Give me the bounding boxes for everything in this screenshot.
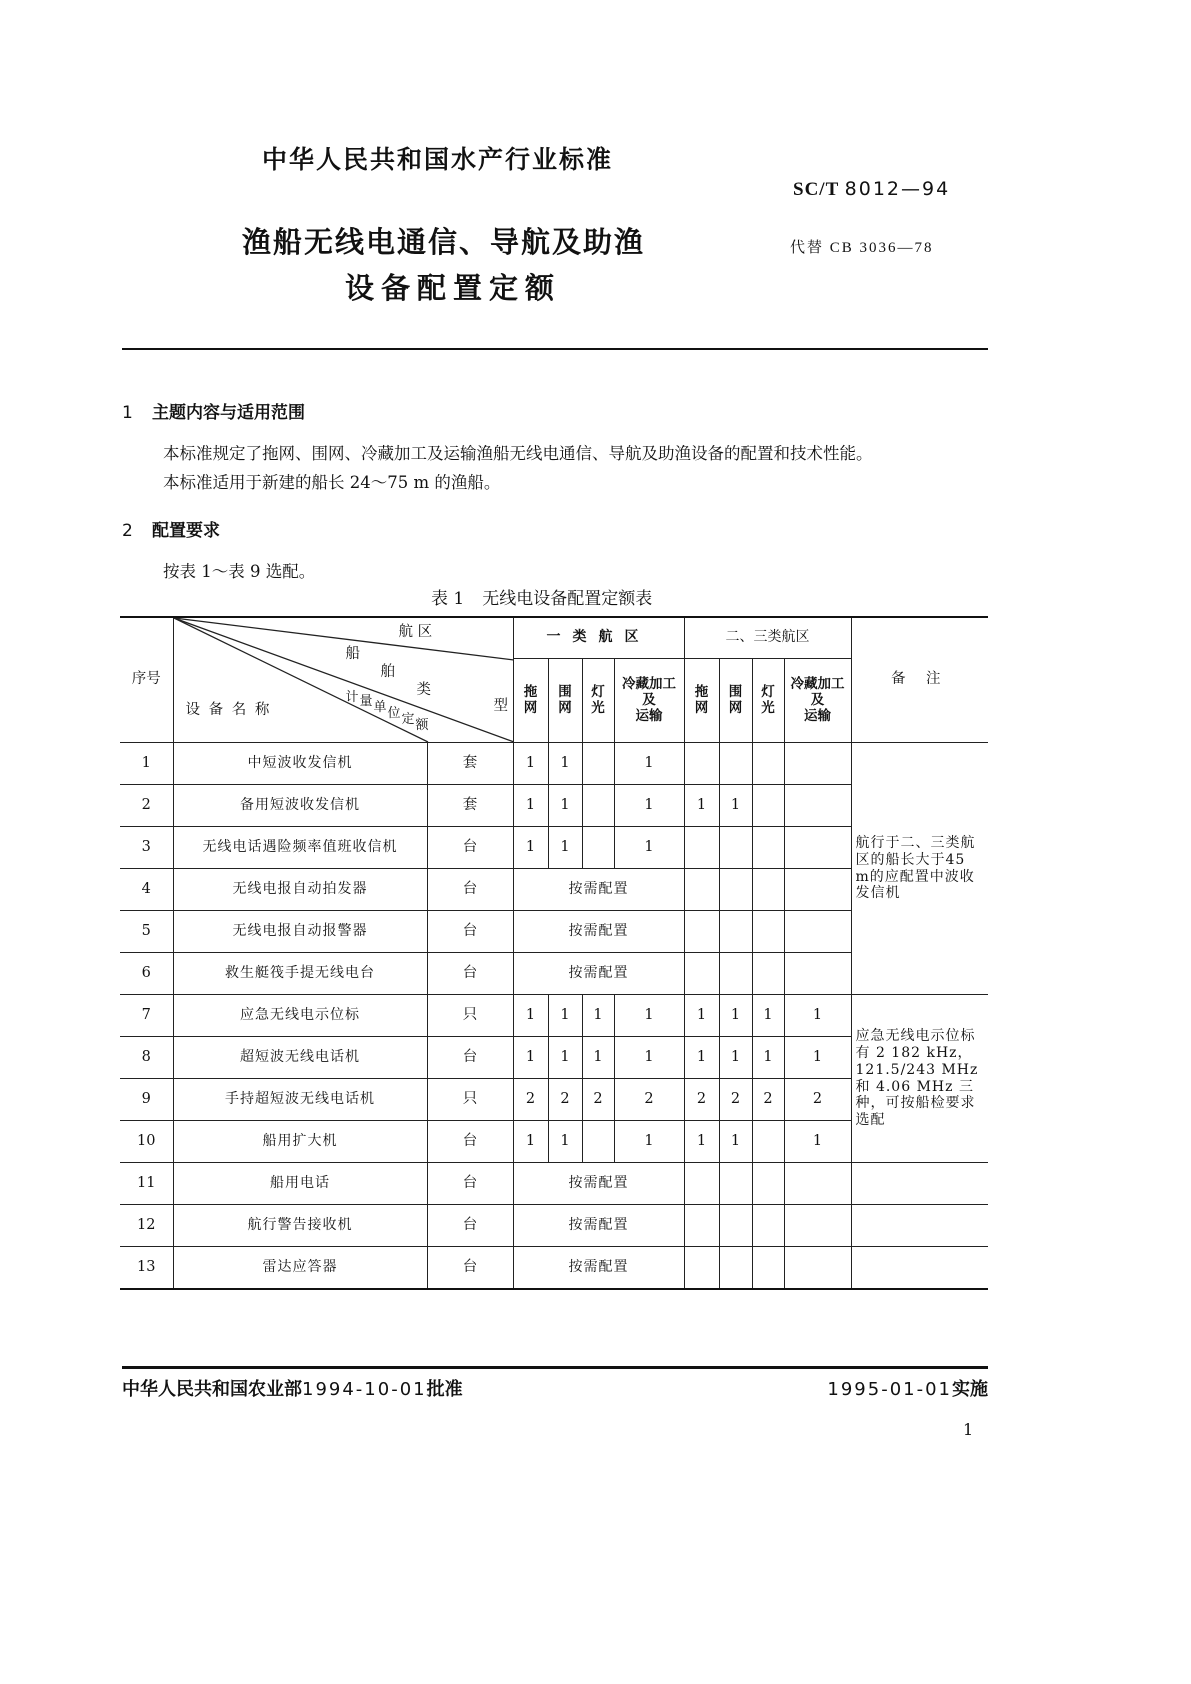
header-divider — [122, 348, 988, 350]
diag-unit-char: 量 — [359, 694, 373, 709]
header-purse-1: 围 网 — [548, 658, 582, 742]
cell-c1-reefer: 2 — [614, 1079, 684, 1121]
table-title: 无线电设备配置定额表 — [482, 589, 653, 609]
cell-c23-reefer: 1 — [784, 1121, 851, 1163]
diag-unit-char: 位 — [387, 706, 401, 721]
row-equipment: 备用短波收发信机 — [173, 785, 427, 827]
row-no: 12 — [120, 1205, 173, 1247]
cell-c23-purse: 2 — [719, 1079, 752, 1121]
row-unit: 台 — [427, 869, 513, 911]
diagonal-lines — [174, 618, 514, 742]
row-unit: 台 — [427, 911, 513, 953]
cell-c23-purse — [719, 1247, 752, 1289]
row-no: 13 — [120, 1247, 173, 1289]
cell-c1-as-needed: 按需配置 — [513, 1247, 684, 1289]
cell-c23-trawl — [684, 827, 719, 869]
header-group-class23: 二、三类航区 — [684, 617, 851, 658]
row-equipment: 救生艇筏手提无线电台 — [173, 953, 427, 995]
table-caption — [431, 584, 652, 609]
row-equipment: 超短波无线电话机 — [173, 1037, 427, 1079]
cell-c23-light — [752, 1163, 784, 1205]
cell-c23-light — [752, 911, 784, 953]
cell-c23-purse — [719, 911, 752, 953]
cell-c1-purse: 1 — [548, 1121, 582, 1163]
effective-statement — [827, 1375, 988, 1401]
page-number: 1 — [963, 1420, 974, 1439]
cell-c1-reefer: 1 — [614, 1037, 684, 1079]
cell-c1-purse: 1 — [548, 827, 582, 869]
cell-c1-trawl: 1 — [513, 743, 548, 785]
issuing-body-title: 中华人民共和国水产行业标准 — [262, 145, 614, 174]
cell-c23-purse — [719, 743, 752, 785]
header-trawl-1: 拖 网 — [513, 658, 548, 742]
cell-c23-reefer — [784, 743, 851, 785]
row-no: 8 — [120, 1037, 173, 1079]
row-equipment: 航行警告接收机 — [173, 1205, 427, 1247]
row-no: 3 — [120, 827, 173, 869]
row-unit: 台 — [427, 1037, 513, 1079]
cell-c1-trawl: 1 — [513, 785, 548, 827]
diag-label-type1: 类 — [416, 682, 431, 698]
replaces-standard: 代替 CB 3036—78 — [790, 240, 934, 256]
cell-c23-trawl — [684, 1163, 719, 1205]
approval-date: 1994-10-01 — [302, 1379, 427, 1400]
row-unit: 套 — [427, 785, 513, 827]
effective-label: 实施 — [952, 1379, 988, 1400]
header-seq: 序号 — [120, 617, 173, 743]
cell-c23-trawl: 1 — [684, 1121, 719, 1163]
cell-c23-purse — [719, 827, 752, 869]
remarks-rows-1-6: 航行于二、三类航区的船长大于45 m的应配置中波收发信机 — [851, 743, 988, 995]
row-equipment: 船用电话 — [173, 1163, 427, 1205]
cell-c23-reefer — [784, 827, 851, 869]
cell-c23-trawl: 1 — [684, 995, 719, 1037]
cell-c23-reefer — [784, 1205, 851, 1247]
header-diagonal-cell — [173, 617, 513, 743]
header-reefer-23: 冷藏加工 及 运输 — [784, 658, 851, 742]
row-equipment: 无线电话遇险频率值班收信机 — [173, 827, 427, 869]
cell-c1-trawl: 1 — [513, 827, 548, 869]
cell-c1-reefer: 1 — [614, 827, 684, 869]
cell-c1-purse: 1 — [548, 743, 582, 785]
cell-c23-trawl — [684, 953, 719, 995]
row-equipment: 船用扩大机 — [173, 1121, 427, 1163]
footer-divider — [122, 1366, 988, 1369]
cell-c23-reefer — [784, 953, 851, 995]
header-light-1: 灯 光 — [582, 658, 614, 742]
row-unit: 台 — [427, 1247, 513, 1289]
remarks-empty — [851, 1205, 988, 1247]
cell-c23-reefer: 2 — [784, 1079, 851, 1121]
diag-unit-char: 单 — [373, 700, 387, 715]
cell-c23-reefer — [784, 1163, 851, 1205]
cell-c23-purse: 1 — [719, 785, 752, 827]
cell-c23-light: 1 — [752, 1037, 784, 1079]
table-row — [120, 1163, 988, 1205]
cell-c23-light: 1 — [752, 995, 784, 1037]
cell-c1-trawl: 1 — [513, 995, 548, 1037]
cell-c23-reefer — [784, 869, 851, 911]
cell-c1-as-needed: 按需配置 — [513, 1163, 684, 1205]
header-equipment-name: 设 备 名 称 — [185, 702, 272, 718]
cell-c1-trawl: 1 — [513, 1037, 548, 1079]
cell-c23-trawl — [684, 911, 719, 953]
cell-c23-reefer: 1 — [784, 1037, 851, 1079]
cell-c23-purse — [719, 869, 752, 911]
row-equipment: 手持超短波无线电话机 — [173, 1079, 427, 1121]
cell-c23-light — [752, 1121, 784, 1163]
cell-c23-reefer — [784, 1247, 851, 1289]
cell-c1-purse: 1 — [548, 1037, 582, 1079]
section-1-paragraph-1: 本标准规定了拖网、围网、冷藏加工及运输渔船无线电通信、导航及助渔设备的配置和技术性能。 — [163, 444, 873, 463]
diag-unit-char: 额 — [415, 718, 429, 733]
header-group-class1: 一类航区 — [513, 617, 684, 658]
remarks-empty — [851, 1247, 988, 1289]
cell-c23-trawl: 2 — [684, 1079, 719, 1121]
cell-c23-purse — [719, 953, 752, 995]
cell-c23-light — [752, 827, 784, 869]
row-no: 5 — [120, 911, 173, 953]
header-light-23: 灯 光 — [752, 658, 784, 742]
diag-unit-char: 计 — [345, 690, 359, 705]
section-2-paragraph-1: 按表 1～表 9 选配。 — [163, 562, 316, 581]
cell-c23-purse — [719, 1163, 752, 1205]
table-row — [120, 1205, 988, 1247]
remarks-rows-7-10: 应急无线电示位标有 2 182 kHz，121.5/243 MHz 和 4.06 MHz 三种，可按船检要求选配 — [851, 995, 988, 1163]
cell-c23-light — [752, 953, 784, 995]
row-unit: 台 — [427, 953, 513, 995]
radio-equipment-table — [120, 616, 988, 1290]
cell-c23-trawl — [684, 1205, 719, 1247]
row-no: 7 — [120, 995, 173, 1037]
cell-c23-trawl — [684, 1247, 719, 1289]
section-number: 2 — [122, 521, 133, 541]
remarks-empty — [851, 1163, 988, 1205]
document-title-line1: 渔船无线电通信、导航及助渔 — [242, 225, 646, 259]
standard-code — [793, 178, 950, 201]
cell-c23-light — [752, 785, 784, 827]
cell-c1-purse: 1 — [548, 785, 582, 827]
table-row — [120, 743, 988, 785]
cell-c1-reefer: 1 — [614, 1121, 684, 1163]
section-1-heading — [122, 398, 305, 423]
row-unit: 只 — [427, 1079, 513, 1121]
section-1-paragraph-2: 本标准适用于新建的船长 24～75 m 的渔船。 — [163, 473, 501, 492]
table-row — [120, 1247, 988, 1289]
row-equipment: 无线电报自动报警器 — [173, 911, 427, 953]
cell-c23-purse: 1 — [719, 1121, 752, 1163]
cell-c1-light: 1 — [582, 995, 614, 1037]
diag-label-area: 航 区 — [398, 624, 433, 640]
cell-c1-as-needed: 按需配置 — [513, 869, 684, 911]
cell-c1-reefer: 1 — [614, 743, 684, 785]
diag-unit-char: 定 — [401, 712, 415, 727]
diag-label-type2: 型 — [493, 698, 508, 714]
header-remarks: 备 注 — [851, 617, 988, 743]
cell-c23-reefer — [784, 785, 851, 827]
cell-c23-light — [752, 1205, 784, 1247]
cell-c1-reefer: 1 — [614, 995, 684, 1037]
cell-c1-as-needed: 按需配置 — [513, 911, 684, 953]
table-row — [120, 995, 988, 1037]
cell-c23-reefer: 1 — [784, 995, 851, 1037]
cell-c1-light — [582, 743, 614, 785]
cell-c23-purse: 1 — [719, 995, 752, 1037]
header-reefer-1: 冷藏加工 及 运输 — [614, 658, 684, 742]
header-purse-23: 围 网 — [719, 658, 752, 742]
standard-code-prefix: SC/T — [793, 179, 839, 200]
cell-c23-purse — [719, 1205, 752, 1247]
section-2-heading — [122, 516, 220, 541]
cell-c23-trawl: 1 — [684, 1037, 719, 1079]
cell-c1-trawl: 1 — [513, 1121, 548, 1163]
cell-c1-purse: 2 — [548, 1079, 582, 1121]
row-equipment: 雷达应答器 — [173, 1247, 427, 1289]
cell-c1-light — [582, 785, 614, 827]
section-title: 配置要求 — [152, 521, 220, 541]
row-no: 4 — [120, 869, 173, 911]
row-equipment: 无线电报自动拍发器 — [173, 869, 427, 911]
standard-code-number: 8012—94 — [844, 178, 951, 200]
document-title-line2: 设备配置定额 — [345, 271, 562, 305]
approving-body: 中华人民共和国农业部 — [122, 1379, 302, 1400]
cell-c1-light — [582, 1121, 614, 1163]
cell-c1-trawl: 2 — [513, 1079, 548, 1121]
cell-c23-reefer — [784, 911, 851, 953]
cell-c1-light — [582, 827, 614, 869]
section-title: 主题内容与适用范围 — [152, 403, 305, 423]
row-no: 10 — [120, 1121, 173, 1163]
row-no: 11 — [120, 1163, 173, 1205]
cell-c23-trawl — [684, 743, 719, 785]
diag-label-ship2: 舶 — [380, 664, 395, 680]
row-no: 9 — [120, 1079, 173, 1121]
row-no: 2 — [120, 785, 173, 827]
row-unit: 台 — [427, 1121, 513, 1163]
cell-c23-light: 2 — [752, 1079, 784, 1121]
cell-c23-purse: 1 — [719, 1037, 752, 1079]
cell-c1-light: 2 — [582, 1079, 614, 1121]
cell-c1-light: 1 — [582, 1037, 614, 1079]
row-no: 1 — [120, 743, 173, 785]
table-number: 表 1 — [431, 589, 465, 609]
cell-c23-light — [752, 1247, 784, 1289]
row-no: 6 — [120, 953, 173, 995]
row-unit: 只 — [427, 995, 513, 1037]
approval-statement — [122, 1375, 463, 1401]
cell-c23-light — [752, 869, 784, 911]
section-number: 1 — [122, 403, 133, 423]
cell-c1-as-needed: 按需配置 — [513, 1205, 684, 1247]
row-unit: 台 — [427, 827, 513, 869]
row-unit: 台 — [427, 1163, 513, 1205]
effective-date: 1995-01-01 — [827, 1379, 952, 1400]
approval-label: 批准 — [426, 1379, 463, 1400]
diag-label-ship1: 船 — [345, 646, 360, 662]
cell-c1-purse: 1 — [548, 995, 582, 1037]
row-unit: 台 — [427, 1205, 513, 1247]
row-equipment: 应急无线电示位标 — [173, 995, 427, 1037]
cell-c1-reefer: 1 — [614, 785, 684, 827]
cell-c23-trawl — [684, 869, 719, 911]
cell-c23-light — [752, 743, 784, 785]
row-unit: 套 — [427, 743, 513, 785]
cell-c23-trawl: 1 — [684, 785, 719, 827]
header-trawl-23: 拖 网 — [684, 658, 719, 742]
row-equipment: 中短波收发信机 — [173, 743, 427, 785]
cell-c1-as-needed: 按需配置 — [513, 953, 684, 995]
